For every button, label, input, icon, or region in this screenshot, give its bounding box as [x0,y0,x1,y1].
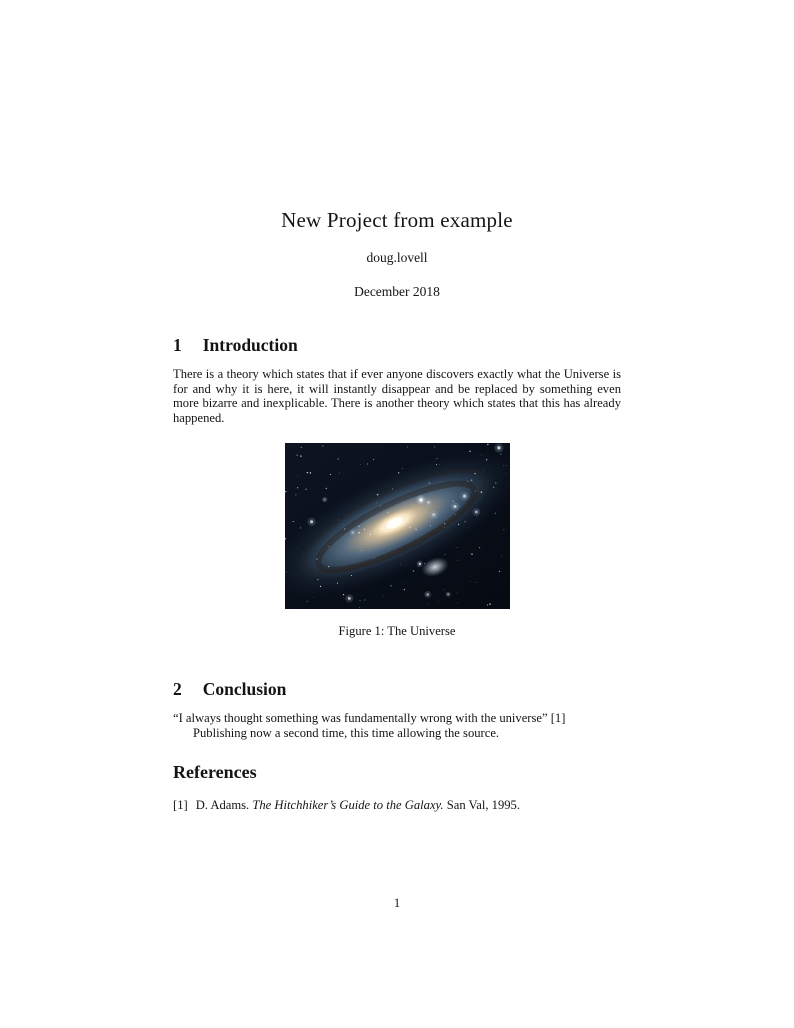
section-heading-introduction [173,335,298,356]
reference-label: [1] [173,798,188,812]
section-number: 1 [173,335,182,355]
document-date: December 2018 [354,284,440,299]
figure-caption: Figure 1: The Universe [338,624,456,638]
reference-publisher: San Val, 1995. [446,798,520,812]
conclusion-paragraph [173,711,621,740]
reference-entry [173,798,621,813]
section-heading-conclusion [173,679,286,700]
document-title: New Project from example [281,208,513,232]
document-author: doug.lovell [366,250,428,265]
section-title: Introduction [202,335,298,355]
page-number: 1 [393,896,401,910]
conclusion-note: Publishing now a second time, this time allowing the source. [193,725,500,740]
section-title: Conclusion [202,679,287,699]
references-heading: References [173,762,257,782]
introduction-paragraph: There is a theory which states that if ever anyone discovers exactly what the Universe is for and why it is here, it will instantly disappear and be replaced by something even more bizarre and inexplicable. There is another theory which states that this has already happened. [173,367,621,425]
reference-text [196,798,520,813]
reference-authors: D. Adams. [195,798,250,812]
bright-foreground-star [415,494,427,506]
reference-title: The Hitchhiker’s Guide to the Galaxy. [252,798,444,812]
galaxy-image [285,443,510,609]
conclusion-quote: “I always thought something was fundamentally wrong with the universe” [1] [173,711,566,725]
section-number: 2 [173,679,182,699]
figure-universe [285,443,510,609]
